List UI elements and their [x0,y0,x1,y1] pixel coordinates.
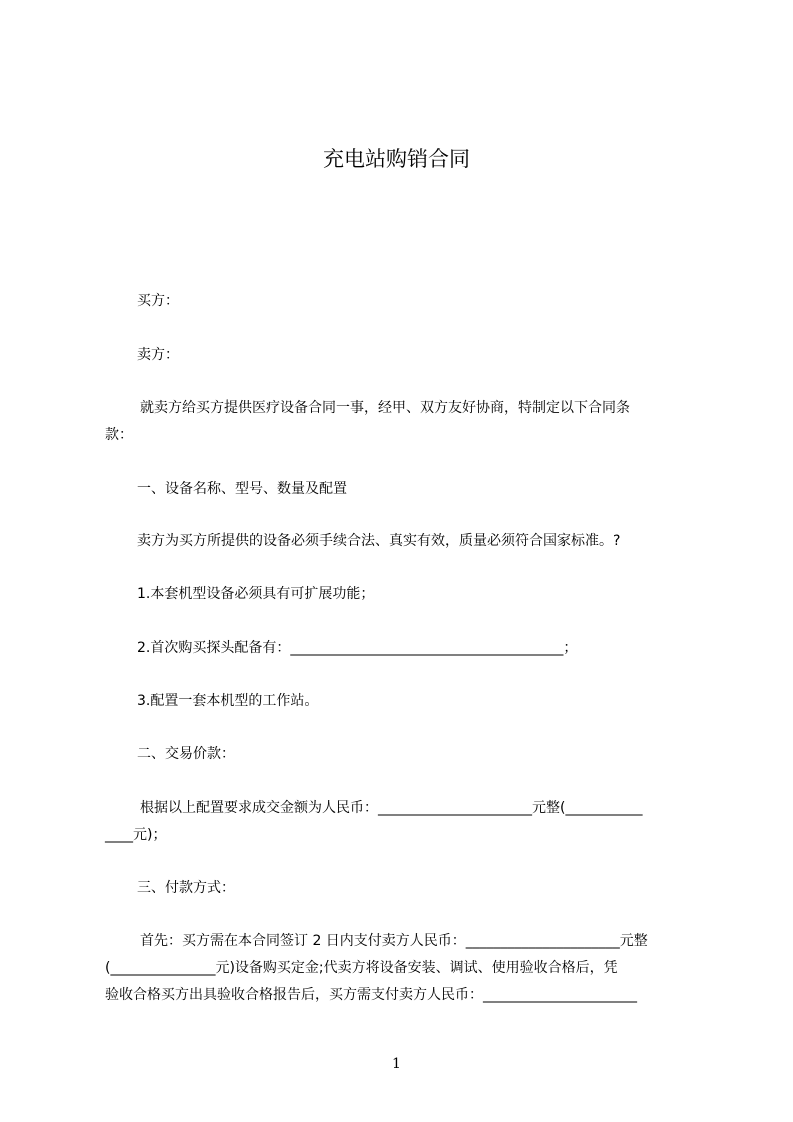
document-title: 充电站购销合同 [323,147,470,171]
list-item-2: 2.首次购买探头配备有：_______________________________________； [137,640,578,656]
section2-heading: 二、交易价款： [137,746,235,762]
section1-heading: 一、设备名称、型号、数量及配置 [137,481,347,497]
intro-line-2: 款： [105,427,133,443]
section3-line-1: 首先：买方需在本合同签订 2 日内支付卖方人民币：______________________元整 [140,933,648,949]
list-item-3: 3.配置一套本机型的工作站。 [137,693,319,709]
section2-line-2: ____元)； [105,827,167,843]
section3-line-3: 验收合格买方出具验收合格报告后，买方需支付卖方人民币：______________________ [105,987,637,1003]
section3-heading: 三、付款方式： [137,880,235,896]
buyer-label: 买方： [137,293,179,309]
section1-paragraph: 卖方为买方所提供的设备必须手续合法、真实有效，质量必须符合国家标准。? [137,533,621,549]
section2-line-1: 根据以上配置要求成交金额为人民币：______________________元整(___________ [140,800,643,816]
section3-line-2: (_______________元)设备购买定金;代卖方将设备安装、调试、使用验收合格后，凭 [105,960,618,976]
intro-line-1: 就卖方给买方提供医疗设备合同一事，经甲、双方友好协商，特制定以下合同条 [140,400,630,416]
page-number: 1 [392,1056,401,1072]
seller-label: 卖方： [137,347,179,363]
list-item-1: 1.本套机型设备必须具有可扩展功能； [137,586,375,602]
